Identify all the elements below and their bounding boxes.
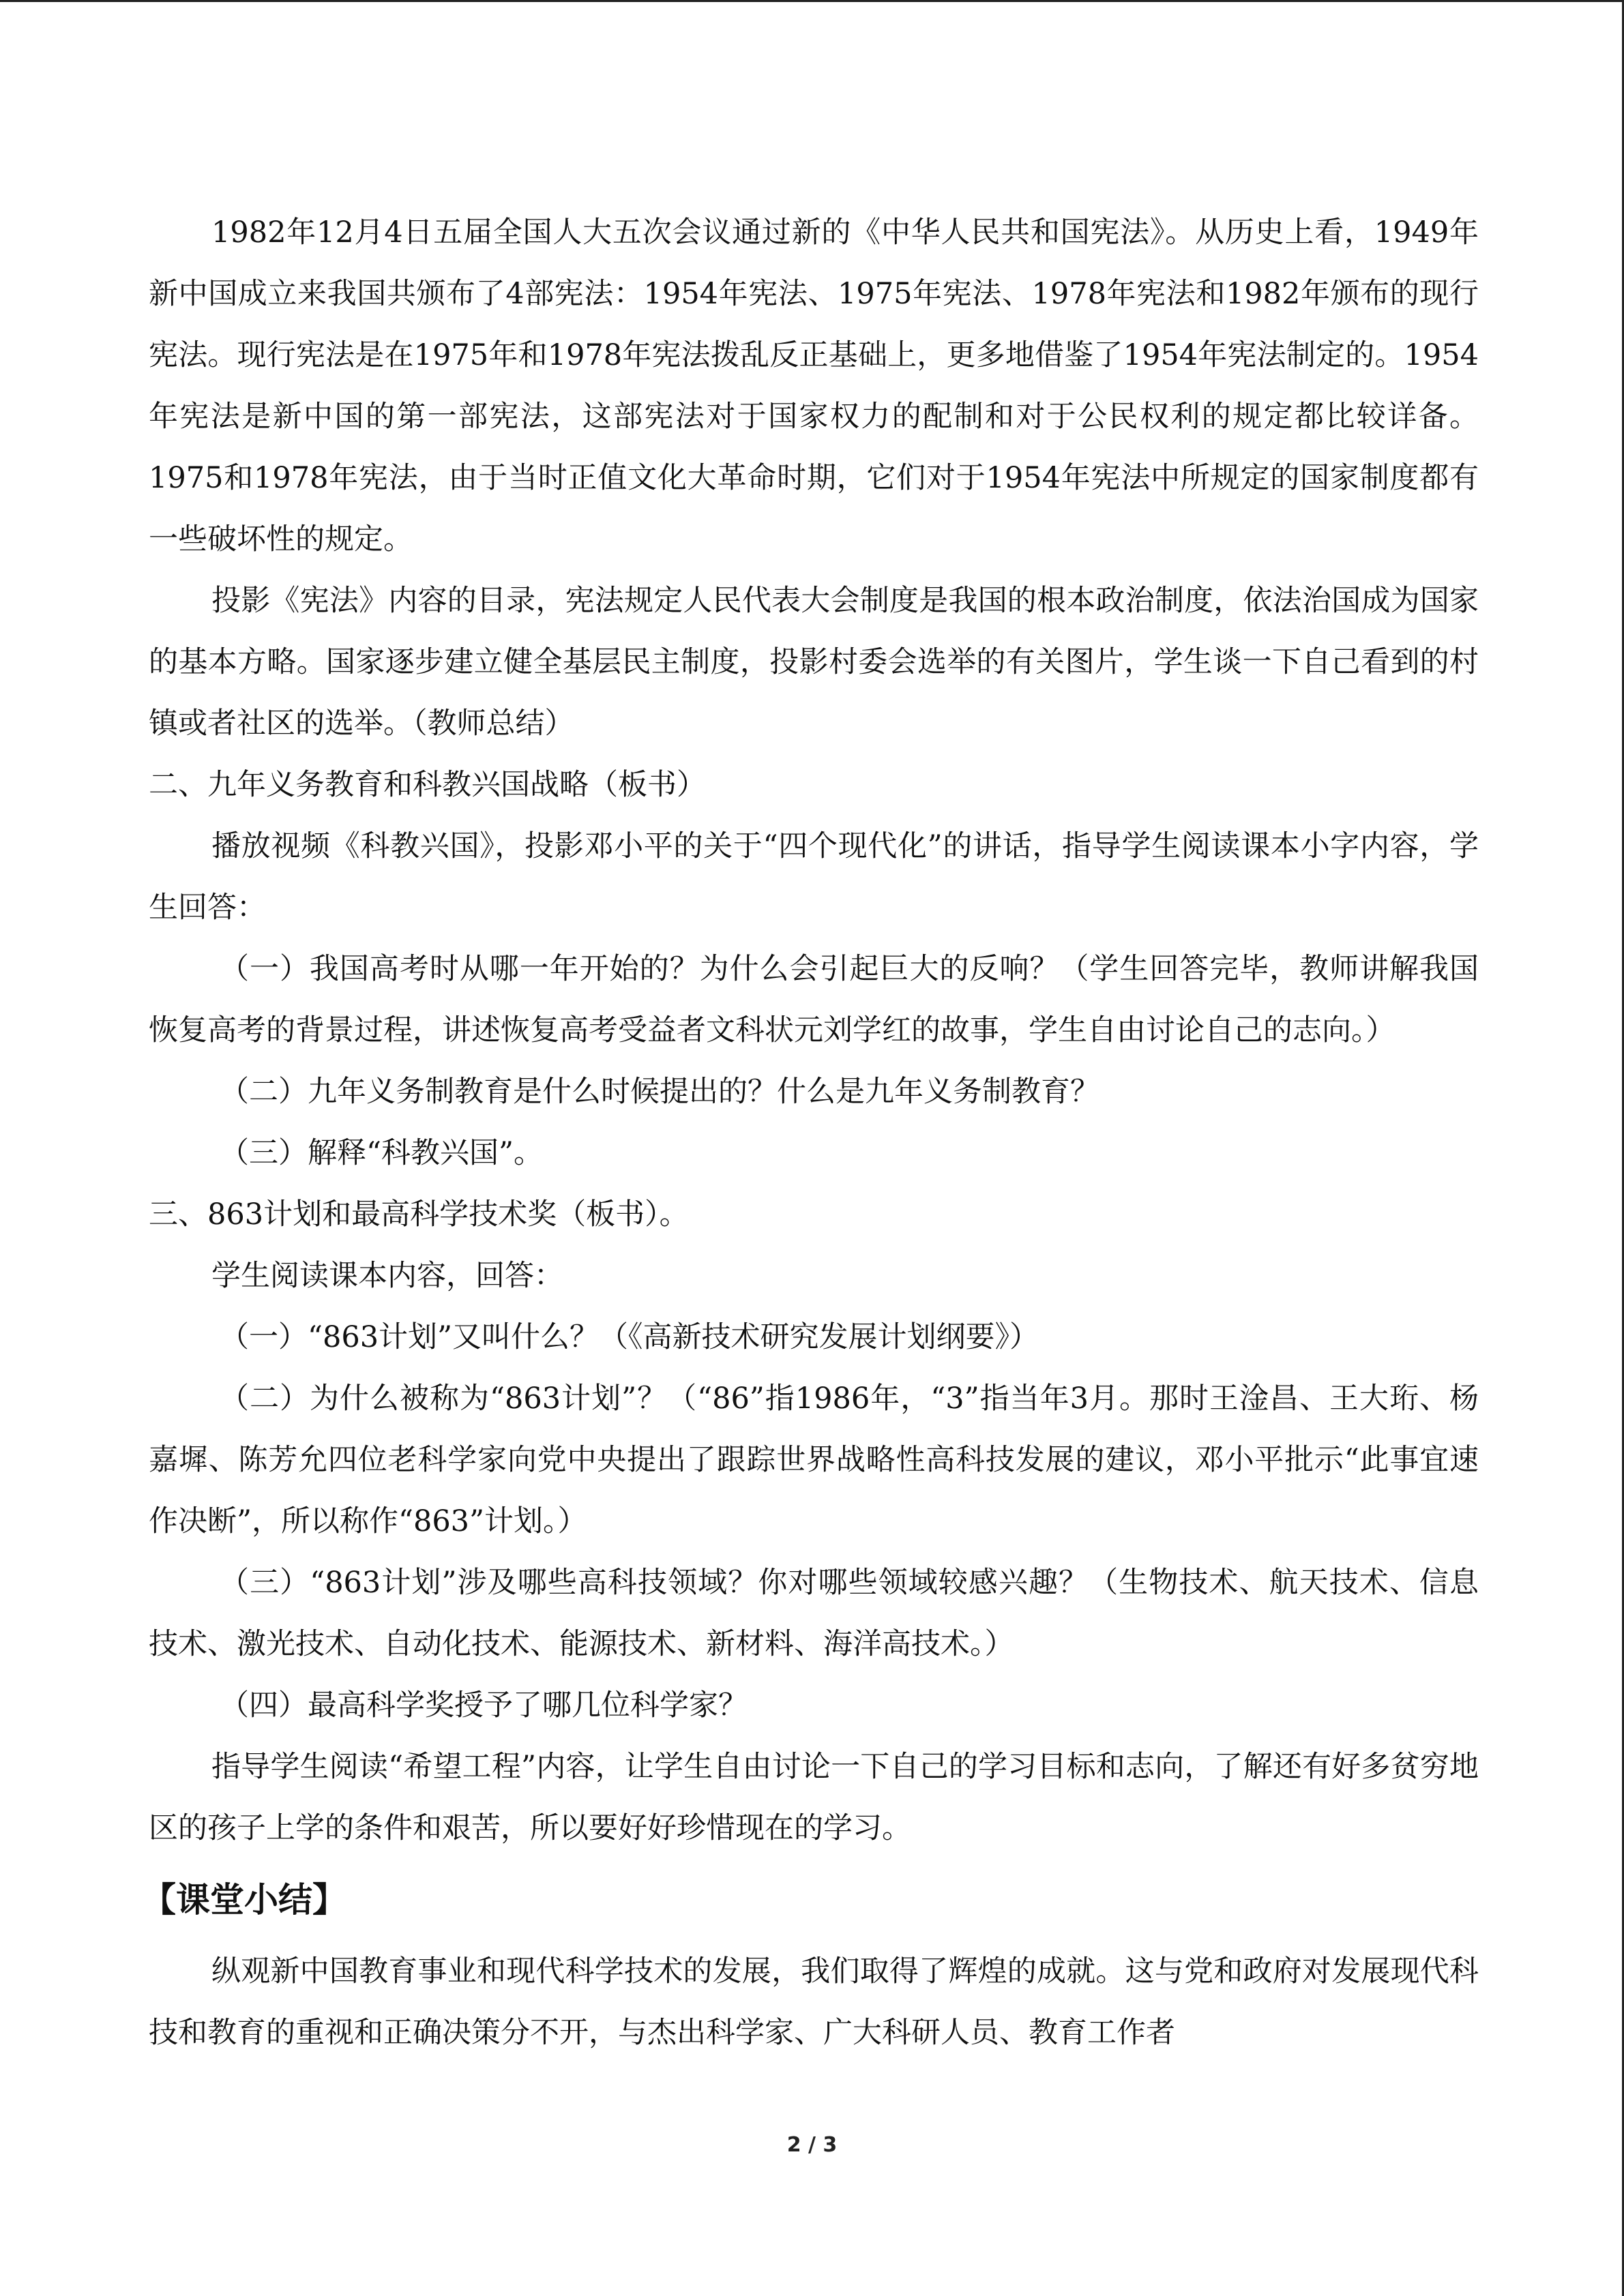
page-number: 2 / 3 xyxy=(786,2133,838,2157)
question-863-fields: （三）“863计划”涉及哪些高科技领域？你对哪些领域较感兴趣？（生物技术、航天技术、信息技术、激光技术、自动化技术、能源技术、新材料、海洋高技术。） xyxy=(149,1566,1479,1661)
paragraph-video-instruction: 播放视频《科教兴国》，投影邓小平的关于“四个现代化”的讲话，指导学生阅读课本小字内容，学生回答： xyxy=(149,829,1479,925)
question-nine-year-education: （二）九年义务制教育是什么时候提出的？什么是九年义务制教育？ xyxy=(220,1075,1099,1109)
summary-paragraph: 纵观新中国教育事业和现代科学技术的发展，我们取得了辉煌的成就。这与党和政府对发展现代科技和教育的重视和正确决策分不开，与杰出科学家、广大科研人员、教育工作者 xyxy=(149,1954,1479,2050)
question-science-education: （三）解释“科教兴国”。 xyxy=(220,1136,543,1170)
section-heading-compulsory-education: 二、九年义务教育和科教兴国战略（板书） xyxy=(149,768,706,802)
paragraph-hope-project: 指导学生阅读“希望工程”内容，让学生自由讨论一下自己的学习目标和志向，了解还有好多贫穷地区的孩子上学的条件和艰苦，所以要好好珍惜现在的学习。 xyxy=(149,1750,1479,1845)
question-863-alias: （一）“863计划”又叫什么？（《高新技术研究发展计划纲要》） xyxy=(220,1320,1039,1354)
question-gaokao: （一）我国高考时从哪一年开始的？为什么会引起巨大的反响？（学生回答完毕，教师讲解我国恢复高考的背景过程，讲述恢复高考受益者文科状元刘学红的故事，学生自由讨论自己的志向。） xyxy=(149,952,1479,1047)
section-heading-863-plan: 三、863计划和最高科学技术奖（板书）。 xyxy=(149,1197,689,1232)
question-top-science-award: （四）最高科学奖授予了哪几位科学家？ xyxy=(220,1688,748,1723)
document-body xyxy=(142,202,1479,2063)
question-863-name-origin: （二）为什么被称为“863计划”？（“86”指1986年，“3”指当年3月。那时王淦昌、王大珩、杨嘉墀、陈芳允四位老科学家向党中央提出了跟踪世界战略性高科技发展的建议，邓小平批示“此事宜速作决断”，所以称作“863”计划。） xyxy=(149,1382,1479,1538)
paragraph-read-textbook: 学生阅读课本内容，回答： xyxy=(211,1259,563,1293)
paragraph-constitution-history: 1982年12月4日五届全国人大五次会议通过新的《中华人民共和国宪法》。从历史上看，1949年新中国成立来我国共颁布了4部宪法：1954年宪法、1975年宪法、1978年宪法和1982年颁布的现行宪法。现行宪法是在1975年和1978年宪法拨乱反正基础上，更多地借鉴了1954年宪法制定的。1954年宪法是新中国的第一部宪法，这部宪法对于国家权力的配制和对于公民权利的规定都比较详备。1975和1978年宪法，由于当时正值文化大革命时期，它们对于1954年宪法中所规定的国家制度都有一些破坏性的规定。 xyxy=(149,215,1479,556)
summary-heading: 【课堂小结】 xyxy=(142,1880,346,1920)
paragraph-constitution-projection: 投影《宪法》内容的目录，宪法规定人民代表大会制度是我国的根本政治制度，依法治国成为国家的基本方略。国家逐步建立健全基层民主制度，投影村委会选举的有关图片，学生谈一下自己看到的村镇或者社区的选举。（教师总结） xyxy=(149,584,1479,741)
